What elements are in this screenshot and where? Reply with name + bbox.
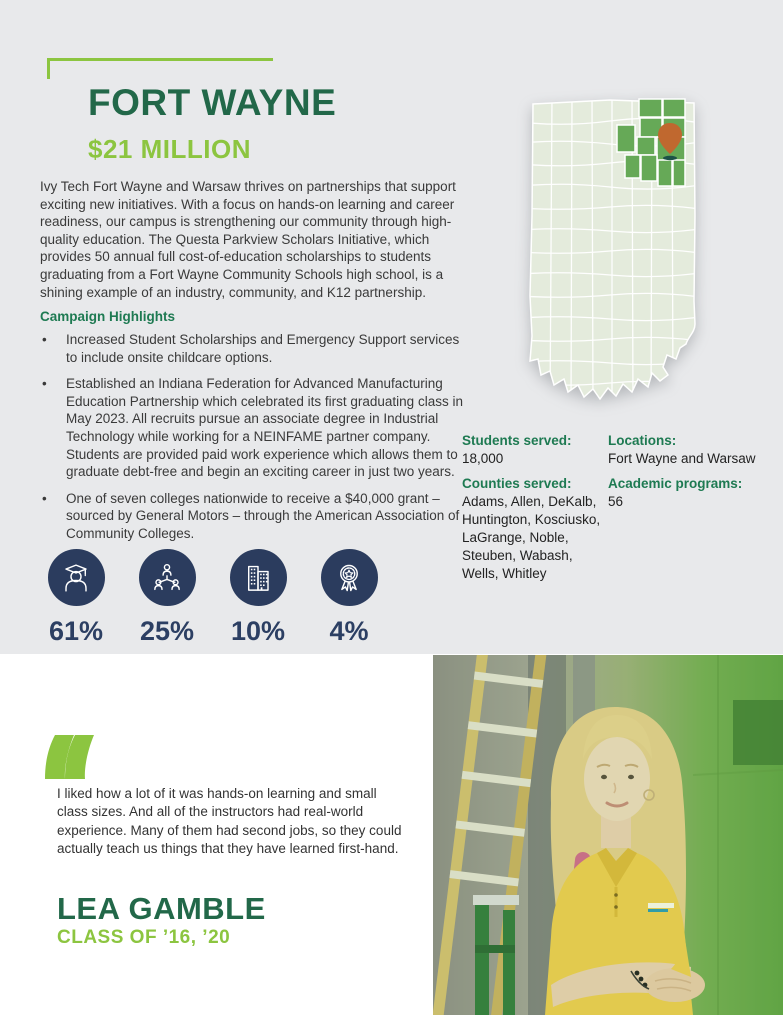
- campaign-highlights-heading: Campaign Highlights: [40, 309, 175, 324]
- testimonial-quote: I liked how a lot of it was hands-on learning and small class sizes. And all of the instructors had real-world experience. Many of them had second jobs, so they could actually teach us things that they have learned first-hand.: [57, 786, 402, 857]
- impact-value: 10%: [230, 616, 286, 646]
- impact-value: 4%: [329, 616, 369, 646]
- impact-item-awards: [320, 549, 378, 647]
- campaign-amount: $21 MILLION: [88, 134, 251, 164]
- building-icon: [230, 549, 287, 606]
- stat-value: Fort Wayne and Warsaw: [608, 451, 756, 466]
- stat-students-served: [462, 432, 604, 468]
- impact-value: 61%: [48, 616, 104, 646]
- people-icon: [139, 549, 196, 606]
- intro-paragraph: Ivy Tech Fort Wayne and Warsaw thrives on partnerships that support exciting new initiatives. With a focus on hands-on learning and career readiness, our campus is strengthening our community through high-quality education. The Questa Parkview Scholars Initiative, which provides 50 annual full cost-of-education scholarships to students graduating from a Fort Wayne Community Schools high school, is a shining example of an industry, community, and K12 partnership.: [40, 179, 456, 300]
- stat-label: Academic programs:: [608, 476, 743, 491]
- impact-stats-row: [47, 549, 378, 647]
- graduate-icon: [48, 549, 105, 606]
- testimonial-name: LEA GAMBLE: [57, 891, 266, 926]
- impact-item-community: [138, 549, 196, 647]
- impact-item-graduates: [47, 549, 105, 647]
- testimonial-class-year: CLASS OF ’16, ’20: [57, 927, 231, 948]
- stat-locations: [608, 432, 772, 468]
- stat-label: Students served:: [462, 433, 572, 448]
- impact-item-business: [229, 549, 287, 647]
- student-photo: [433, 655, 783, 1015]
- stat-academic-programs: [608, 475, 772, 511]
- stat-value: Adams, Allen, DeKalb, Huntington, Kosciusko, LaGrange, Noble, Steuben, Wabash, Wells, Whitley: [462, 494, 601, 581]
- stat-label: Locations:: [608, 433, 677, 448]
- stat-counties-served: [462, 475, 604, 583]
- highlight-item: • Established an Indiana Federation for Advanced Manufacturing Education Partnership which celebrated its first graduating class in May 2023. All recruits pursue an associate degree in Industrial Technology while working for a NEINFAME partner company. Students are provided paid work experience which allows them to graduate debt-free and begin an exciting career in just two years.: [40, 375, 464, 481]
- campaign-highlights-list: [40, 331, 464, 552]
- award-icon: [321, 549, 378, 606]
- indiana-counties-map: [520, 96, 700, 410]
- stat-value: 56: [608, 494, 624, 509]
- quote-mark-icon: [43, 735, 95, 779]
- stat-value: 18,000: [462, 451, 504, 466]
- page-title: FORT WAYNE: [88, 82, 337, 123]
- highlight-item: • One of seven colleges nationwide to receive a $40,000 grant – sourced by General Motors – through the American Association of Community Colleges.: [40, 490, 464, 543]
- stat-label: Counties served:: [462, 476, 572, 491]
- highlight-item: • Increased Student Scholarships and Emergency Support services to include onsite childcare options.: [40, 331, 464, 366]
- testimonial-section: [0, 654, 783, 1016]
- impact-value: 25%: [139, 616, 195, 646]
- corner-bracket-decoration: [47, 58, 273, 79]
